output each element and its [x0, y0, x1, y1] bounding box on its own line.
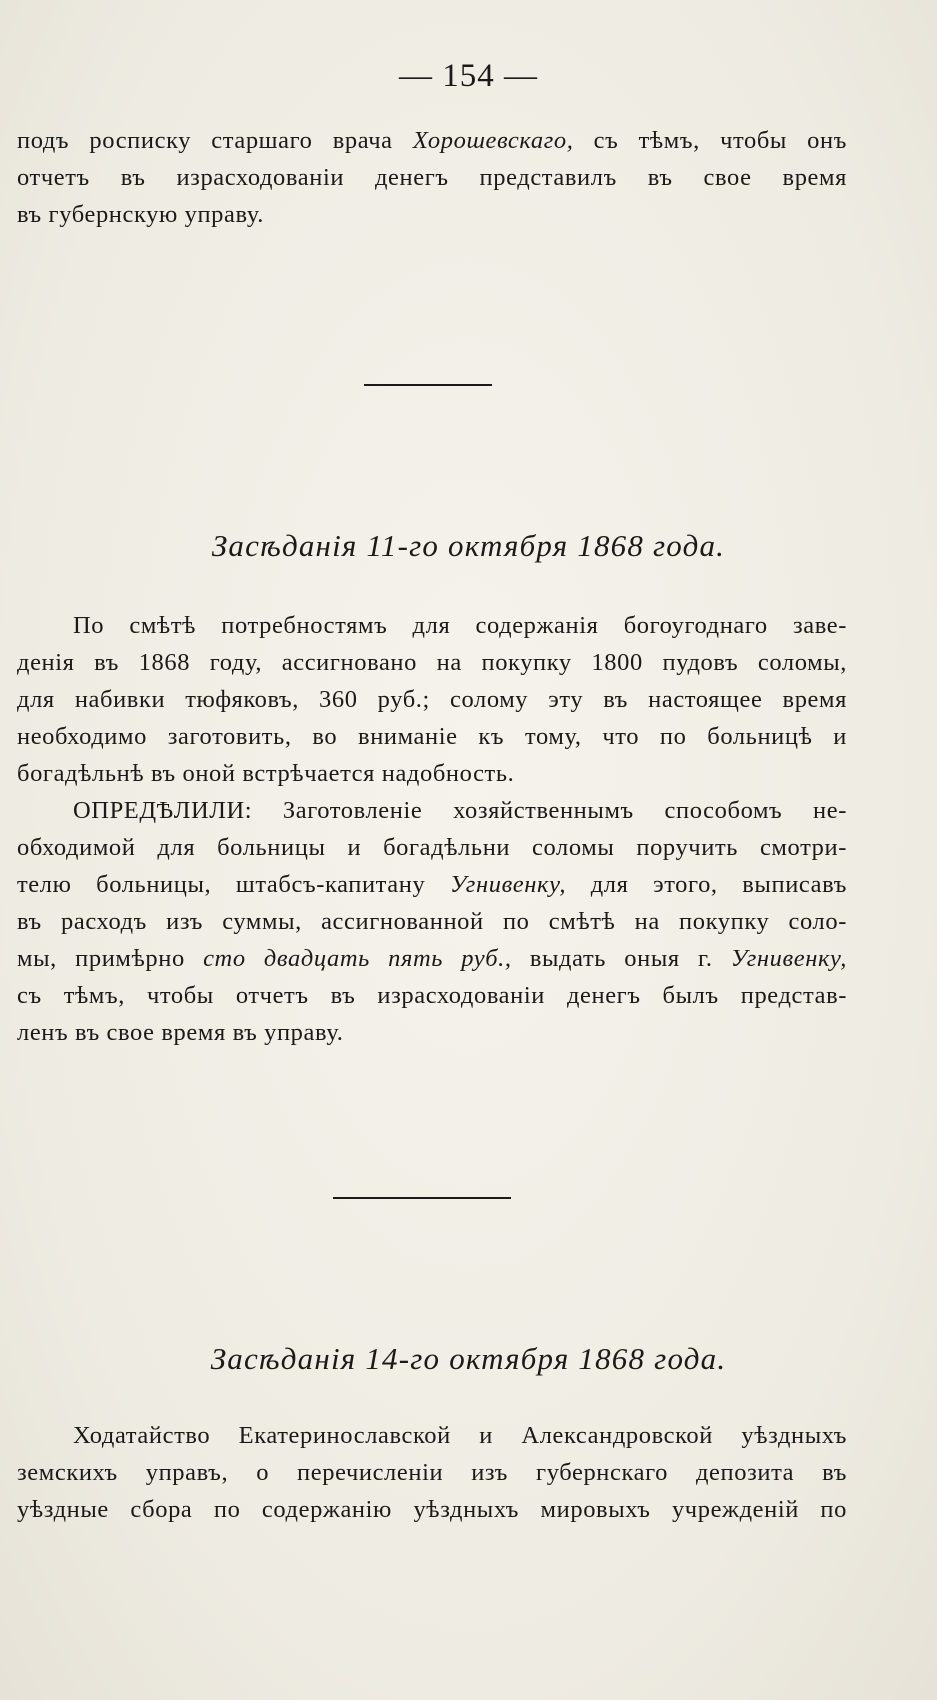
text-line: [17, 1491, 847, 1528]
section-2-body: [17, 1417, 847, 1528]
text-line: [17, 159, 847, 196]
text-line: [17, 718, 847, 755]
text-line: [17, 829, 847, 866]
italic-text: Угнивенку,: [730, 945, 847, 972]
text-run: отчетъ въ израсходованіи денегъ представилъ въ свое время: [17, 164, 847, 191]
text-run: уѣздные сбора по содержанію уѣздныхъ мировыхъ учрежденій по: [17, 1496, 847, 1523]
text-line: [17, 607, 847, 644]
text-run: богадѣльнѣ въ оной встрѣчается надобность.: [17, 760, 515, 787]
section-1-heading: Засѣданія 11-го октября 1868 года.: [211, 528, 726, 563]
text-line: [17, 644, 847, 681]
text-line: [17, 681, 847, 718]
text-line: [17, 792, 847, 829]
text-run: необходимо заготовить, во вниманіе къ тому, что по больницѣ и: [17, 723, 847, 750]
text-line: [17, 122, 847, 159]
text-run: По смѣтѣ потребностямъ для содержанія богоугоднаго заве-: [73, 612, 847, 639]
intro-paragraph: [17, 122, 847, 233]
text-line: [17, 1014, 847, 1051]
text-run: мы, примѣрно: [17, 945, 204, 972]
text-run: съ тѣмъ, чтобы онъ: [573, 127, 847, 154]
text-run: Ходатайство Екатеринославской и Александровской уѣздныхъ: [73, 1422, 847, 1449]
page-number: — 154 —: [399, 58, 538, 94]
text-run: въ расходъ изъ суммы, ассигнованной по смѣтѣ на покупку соло-: [17, 908, 847, 935]
italic-text: Угнивенку,: [449, 871, 567, 898]
section-2-heading: Засѣданія 14-го октября 1868 года.: [210, 1341, 727, 1376]
text-run: ленъ въ свое время въ управу.: [17, 1019, 344, 1046]
text-line: [17, 903, 847, 940]
italic-text: сто двадцать пять руб.,: [203, 945, 512, 972]
text-run: выдать оныя г.: [511, 945, 731, 972]
text-run: земскихъ управъ, о перечисленіи изъ губернскаго депозита въ: [17, 1459, 847, 1486]
text-line: [17, 940, 847, 977]
text-run: обходимой для больницы и богадѣльни соломы поручить смотри-: [17, 834, 847, 861]
text-run: денія въ 1868 году, ассигновано на покупку 1800 пудовъ соломы,: [17, 649, 847, 676]
text-run: подъ роспиcку старшаго врача: [17, 127, 413, 154]
separator-rule-2: [333, 1197, 511, 1199]
text-run: въ губернскую управу.: [17, 201, 264, 228]
text-run: для набивки тюфяковъ, 360 руб.; солому эту въ настоящее время: [17, 686, 847, 713]
text-line: [17, 755, 847, 792]
text-run: для этого, выписавъ: [566, 871, 847, 898]
separator-rule-1: [364, 384, 492, 386]
text-line: [17, 1454, 847, 1491]
italic-text: Хорошевскаго,: [412, 127, 574, 154]
text-line: [17, 196, 847, 233]
text-line: [17, 977, 847, 1014]
text-run: телю больницы, штабсъ-капитану: [17, 871, 450, 898]
text-line: [17, 866, 847, 903]
section-1-body: [17, 607, 847, 1051]
text-run: съ тѣмъ, чтобы отчетъ въ израсходованіи денегъ былъ представ-: [17, 982, 847, 1009]
text-line: [17, 1417, 847, 1454]
text-run: ОПРЕДѢЛИЛИ: Заготовленіе хозяйственнымъ способомъ не-: [73, 797, 847, 824]
